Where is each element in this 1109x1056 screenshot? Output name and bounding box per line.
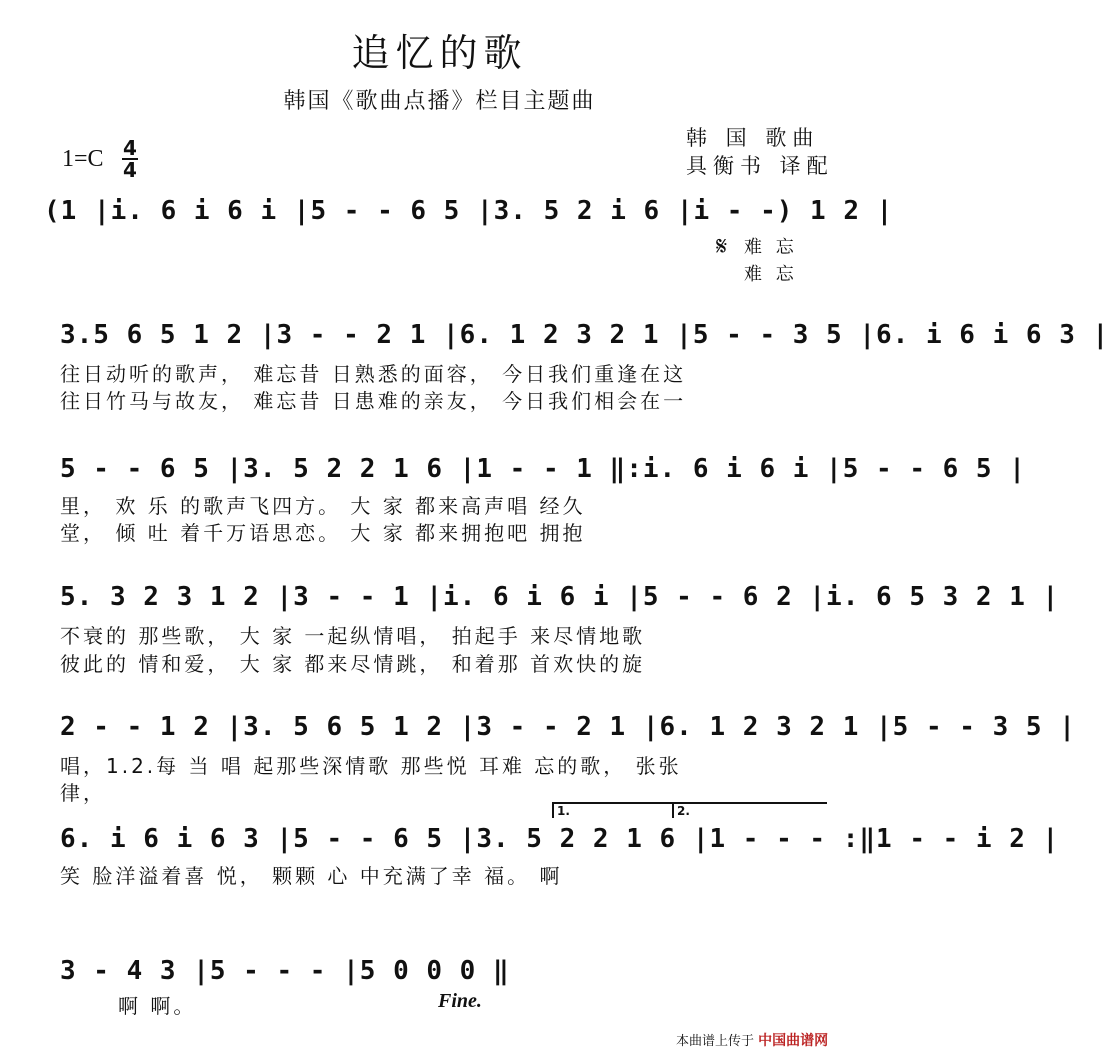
- row-2-lyric-1: 往日动听的歌声， 难忘昔 日熟悉的面容， 今日我们重逢在这: [60, 362, 687, 386]
- composer-credit: 韩 国 歌曲: [686, 126, 820, 150]
- row-4-lyric-1: 不衰的 那些歌， 大 家 一起纵情唱， 拍起手 来尽情地歌: [60, 624, 646, 648]
- row-5-lyric-2: 律，: [60, 781, 106, 805]
- score-row-6: 6. i 6 i 6 3 |5 - - 6 5 |3. 5 2 2 1 6 |1 - - - :‖1 - - i 2 |: [60, 824, 1060, 854]
- segno-icon: 𝄋: [716, 232, 728, 262]
- fine-marking: Fine.: [438, 990, 482, 1012]
- row-1-lyric-1: 难 忘: [744, 237, 798, 258]
- row-3-lyric-1: 里， 欢 乐 的歌声飞四方。 大 家 都来高声唱 经久: [60, 494, 586, 518]
- arranger-credit: 具衡书 译配: [686, 154, 834, 178]
- score-row-3: 5 - - 6 5 |3. 5 2 2 1 6 |1 - - 1 ‖:i. 6 i 6 i |5 - - 6 5 |: [60, 454, 1026, 484]
- volta-first-ending: 1.: [552, 802, 675, 818]
- song-subtitle: 韩国《歌曲点播》栏目主题曲: [283, 89, 596, 114]
- time-signature-bottom: 4: [123, 158, 137, 182]
- site-logo: 中国曲谱网: [758, 1033, 829, 1049]
- row-3-lyric-2: 堂， 倾 吐 着千万语思恋。 大 家 都来拥抱吧 拥抱: [60, 521, 586, 545]
- song-title: 追忆的歌: [351, 31, 528, 75]
- score-row-5: 2 - - 1 2 |3. 5 6 5 1 2 |3 - - 2 1 |6. 1 2 3 2 1 |5 - - 3 5 |: [60, 712, 1076, 742]
- time-signature-top: 4: [123, 136, 137, 160]
- score-row-7: 3 - 4 3 |5 - - - |5 0 0 0 ‖: [60, 956, 510, 986]
- upload-note: [676, 1030, 828, 1050]
- score-row-4: 5. 3 2 3 1 2 |3 - - 1 |i. 6 i 6 i |5 - - 6 2 |i. 6 5 3 2 1 |: [60, 582, 1060, 612]
- score-row-2: 3.5 6 5 1 2 |3 - - 2 1 |6. 1 2 3 2 1 |5 - - 3 5 |6. i 6 i 6 3 |: [60, 320, 1109, 350]
- volta-second-ending: 2.: [672, 802, 827, 818]
- row-4-lyric-2: 彼此的 情和爱， 大 家 都来尽情跳， 和着那 首欢快的旋: [60, 652, 646, 676]
- upload-note-text: 本曲谱上传于: [676, 1034, 755, 1049]
- key-signature: 1=C: [62, 146, 104, 172]
- time-signature: [122, 138, 138, 180]
- row-6-lyric-1: 笑 脸洋溢着喜 悦， 颗颗 心 中充满了幸 福。 啊: [60, 864, 563, 888]
- row-2-lyric-2: 往日竹马与故友， 难忘昔 日患难的亲友， 今日我们相会在一: [60, 389, 687, 413]
- score-row-1: (1 |i. 6 i 6 i |5 - - 6 5 |3. 5 2 i 6 |i - -) 1 2 |: [44, 196, 894, 226]
- row-7-lyric-1: 啊 啊。: [118, 994, 197, 1018]
- row-1-lyric-2: 难 忘: [744, 264, 798, 285]
- row-5-lyric-1: 唱，1.2.每 当 唱 起那些深情歌 那些悦 耳难 忘的歌， 张张: [60, 754, 682, 778]
